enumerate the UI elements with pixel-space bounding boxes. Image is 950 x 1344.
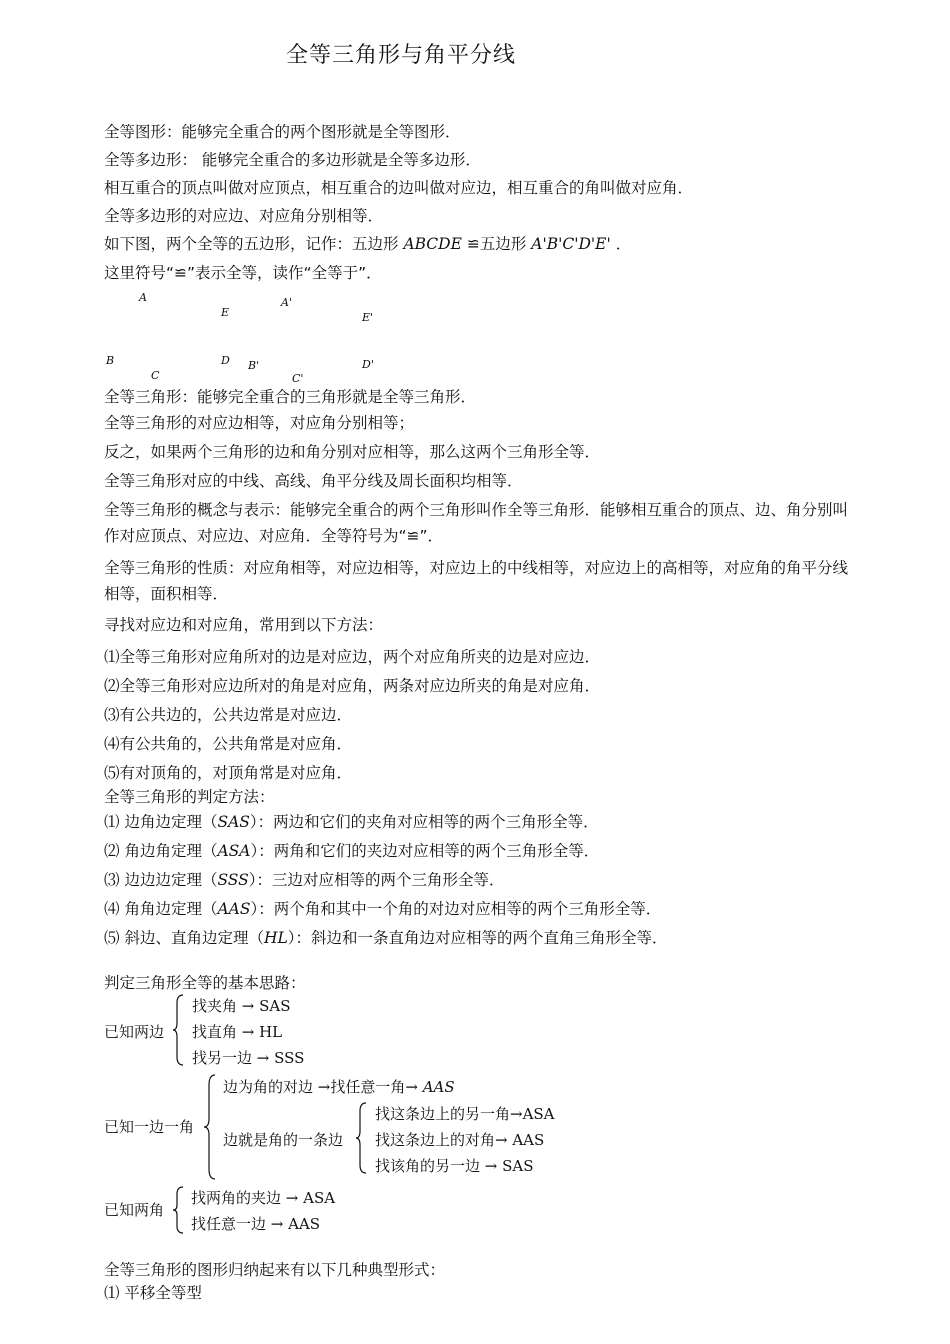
def-congruent-triangles: 全等三角形：能够完全重合的三角形就是全等三角形． [104, 388, 477, 406]
form-translation: ⑴ 平移全等型 [104, 1284, 202, 1302]
side-angle-option-opposite: 边为角的对边 →找任意一角→ AAS [223, 1078, 455, 1096]
adjacent-sub-option: 找这条边上的对角→ AAS [375, 1131, 545, 1149]
pentagon-notation: 如下图，两个全等的五边形，记作：五边形 ABCDE ≌五边形 A'B'C'D'E' ． [104, 235, 632, 253]
approach-heading: 判定三角形全等的基本思路： [104, 974, 306, 992]
method-1: ⑴全等三角形对应角所对的边是对应边，两个对应角所夹的边是对应边． [104, 648, 601, 666]
criteria-item: ⑶ 边边边定理（SSS）：三边对应相等的两个三角形全等． [104, 871, 505, 889]
triangle-converse: 反之，如果两个三角形的边和角分别对应相等，那么这两个三角形全等． [104, 443, 601, 461]
vertex-label-c-prime: C' [292, 372, 304, 385]
congruence-symbol-note: 这里符号“≌”表示全等，读作“全等于”． [104, 264, 382, 282]
criteria-heading: 全等三角形的判定方法： [104, 788, 275, 806]
vertex-label-a-prime: A' [281, 296, 292, 309]
vertex-label-e-prime: E' [362, 311, 374, 324]
vertex-label-b-prime: B' [248, 359, 260, 372]
two-angles-option: 找任意一边 → AAS [191, 1215, 321, 1233]
triangle-concept-paragraph: 全等三角形的概念与表示：能够完全重合的两个三角形叫作全等三角形．能够相互重合的顶点、边、角分别叫作对应顶点、对应边、对应角．全等符号为“≌”． [104, 501, 849, 545]
vertex-label-a: A [139, 291, 147, 304]
two-sides-option: 找直角 → HL [192, 1023, 283, 1041]
method-4: ⑷有公共角的，公共角常是对应角． [104, 735, 353, 753]
two-angles-label: 已知两角 [104, 1201, 165, 1219]
method-5: ⑸有对顶角的，对顶角常是对应角． [104, 764, 353, 782]
side-angle-label: 已知一边一角 [104, 1118, 195, 1136]
criteria-item: ⑵ 角边角定理（ASA）：两角和它们的夹边对应相等的两个三角形全等． [104, 842, 600, 860]
vertex-label-d: D [221, 354, 230, 367]
side-angle-option-adjacent: 边就是角的一条边 [223, 1131, 344, 1149]
vertex-label-e: E [221, 306, 230, 319]
page-title: 全等三角形与角平分线 [286, 43, 517, 68]
two-sides-option: 找夹角 → SAS [192, 997, 291, 1015]
vertex-label-b: B [106, 354, 115, 367]
adjacent-sub-option: 找这条边上的另一角→ASA [375, 1105, 555, 1123]
vertex-label-c: C [151, 369, 160, 382]
def-congruent-figures: 全等图形：能够完全重合的两个图形就是全等图形． [104, 123, 461, 141]
forms-heading: 全等三角形的图形归纳起来有以下几种典型形式： [104, 1261, 446, 1279]
two-angles-option: 找两角的夹边 → ASA [191, 1189, 336, 1207]
def-congruent-polygons: 全等多边形： 能够完全重合的多边形就是全等多边形． [104, 151, 481, 169]
polygon-property: 全等多边形的对应边、对应角分别相等． [104, 207, 384, 225]
criteria-item: ⑸ 斜边、直角边定理（HL）：斜边和一条直角边对应相等的两个直角三角形全等． [104, 929, 668, 947]
adjacent-brace [355, 1101, 369, 1175]
def-corresponding-parts: 相互重合的顶点叫做对应顶点，相互重合的边叫做对应边，相互重合的角叫做对应角． [104, 179, 694, 197]
triangle-equal-lines: 全等三角形对应的中线、高线、角平分线及周长面积均相等． [104, 472, 523, 490]
two-sides-option: 找另一边 → SSS [192, 1049, 305, 1067]
two-sides-label: 已知两边 [104, 1023, 165, 1041]
criteria-item: ⑴ 边角边定理（SAS）：两边和它们的夹角对应相等的两个三角形全等． [104, 813, 599, 831]
vertex-label-d-prime: D' [362, 358, 374, 371]
triangle-properties-paragraph: 全等三角形的性质：对应角相等，对应边相等，对应边上的中线相等，对应边上的高相等，对应角的角平分线相等，面积相等． [104, 559, 849, 603]
adjacent-sub-option: 找该角的另一边 → SAS [375, 1157, 534, 1175]
method-2: ⑵全等三角形对应边所对的角是对应角，两条对应边所夹的角是对应角． [104, 677, 601, 695]
find-correspondence-heading: 寻找对应边和对应角，常用到以下方法： [104, 616, 384, 634]
criteria-item: ⑷ 角角边定理（AAS）：两个角和其中一个角的对边对应相等的两个三角形全等． [104, 900, 662, 918]
two-angles-brace [172, 1185, 186, 1235]
triangle-property: 全等三角形的对应边相等，对应角分别相等； [104, 414, 415, 432]
method-3: ⑶有公共边的，公共边常是对应边． [104, 706, 353, 724]
two-sides-brace [172, 993, 186, 1067]
side-angle-brace [202, 1073, 218, 1181]
